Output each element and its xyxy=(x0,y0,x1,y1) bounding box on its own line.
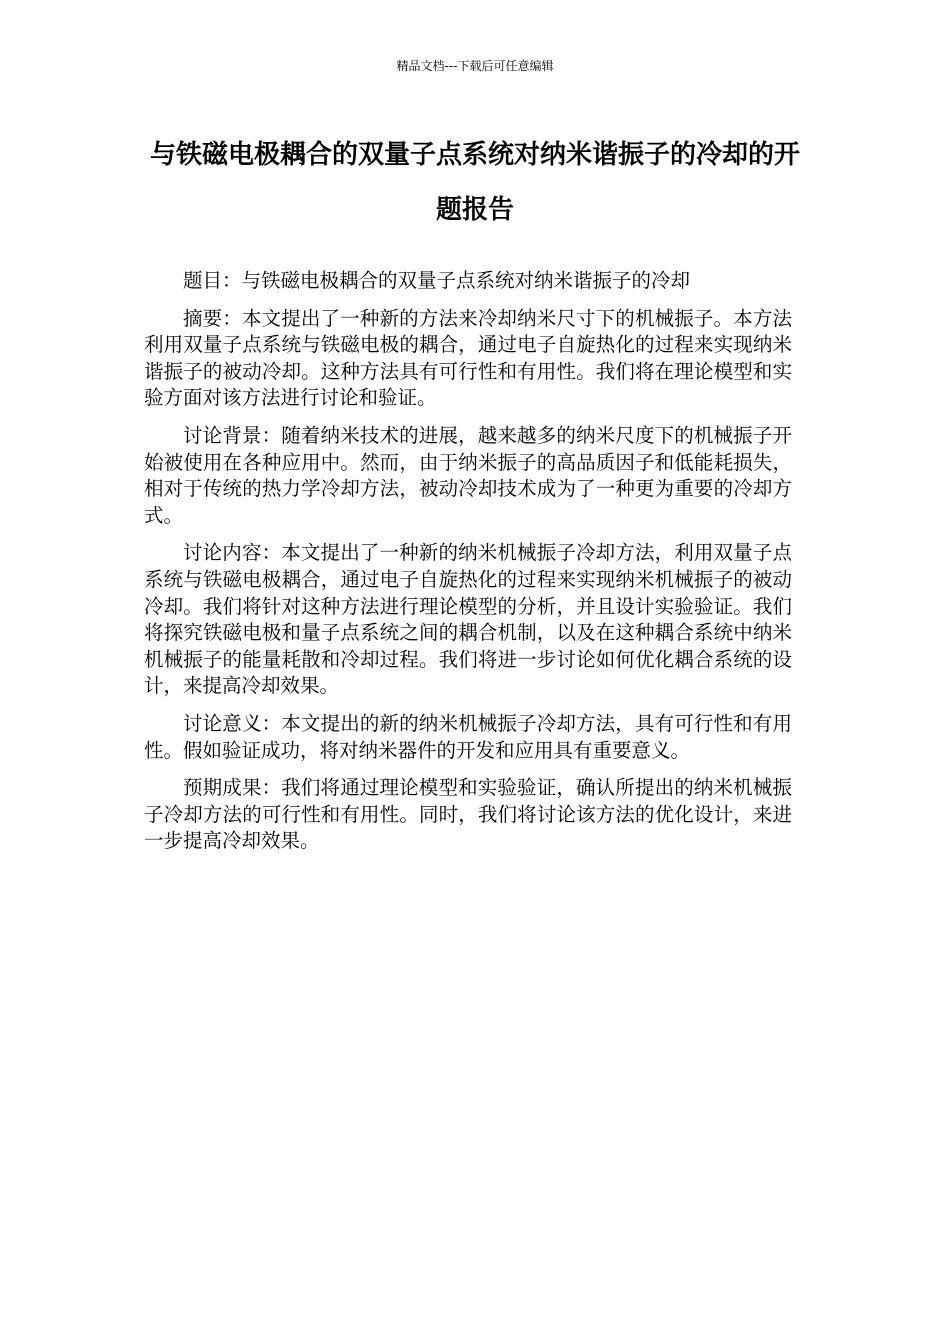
paragraph-abstract: 摘要：本文提出了一种新的方法来冷却纳米尺寸下的机械振子。本方法利用双量子点系统与铁磁电极的耦合，通过电子自旋热化的过程来实现纳米谐振子的被动冷却。这种方法具有可行性和有用性。我们将在理论模型和实验方面对该方法进行讨论和验证。 xyxy=(144,306,792,410)
document-title: 与铁磁电极耦合的双量子点系统对纳米谐振子的冷却的开题报告 xyxy=(149,140,800,225)
paragraph-content: 讨论内容：本文提出了一种新的纳米机械振子冷却方法，利用双量子点系统与铁磁电极耦合，通过电子自旋热化的过程来实现纳米机械振子的被动冷却。我们将针对这种方法进行理论模型的分析，并且设计实验验证。我们将探究铁磁电极和量子点系统之间的耦合机制，以及在这种耦合系统中纳米机械振子的能量耗散和冷却过程。我们将进一步讨论如何优化耦合系统的设计，来提高冷却效果。 xyxy=(144,541,792,698)
document-body xyxy=(144,268,792,866)
paragraph-significance: 讨论意义：本文提出的新的纳米机械振子冷却方法，具有可行性和有用性。假如验证成功，将对纳米器件的开发和应用具有重要意义。 xyxy=(144,711,792,762)
header-note: 精品文档---下载后可任意编辑 xyxy=(396,59,554,73)
paragraph-background: 讨论背景：随着纳米技术的进展，越来越多的纳米尺度下的机械振子开始被使用在各种应用中。然而，由于纳米振子的高品质因子和低能耗损失，相对于传统的热力学冷却方法，被动冷却技术成为了一种更为重要的冷却方式。 xyxy=(144,423,792,527)
paragraph-topic: 题目：与铁磁电极耦合的双量子点系统对纳米谐振子的冷却 xyxy=(183,269,691,292)
paragraph-expected-results: 预期成果：我们将通过理论模型和实验验证，确认所提出的纳米机械振子冷却方法的可行性和有用性。同时，我们将讨论该方法的优化设计，来进一步提高冷却效果。 xyxy=(144,776,792,853)
